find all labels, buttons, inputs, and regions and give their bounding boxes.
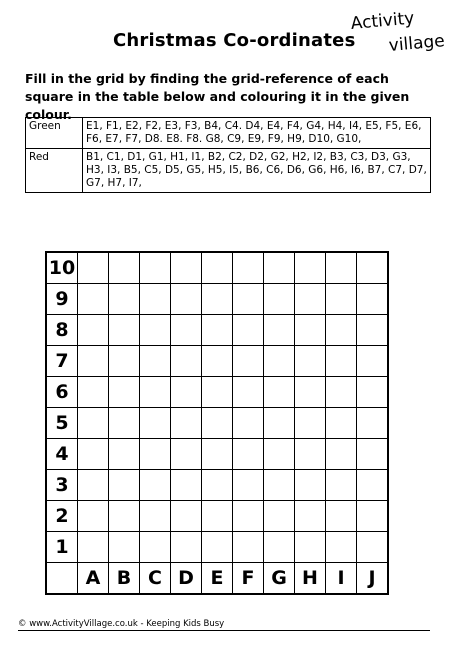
grid-cell[interactable]: [171, 408, 202, 439]
grid-row: [46, 284, 388, 315]
column-label: B: [109, 563, 140, 595]
footer-divider: [18, 630, 430, 631]
row-label: 10: [46, 252, 78, 284]
grid-row: [46, 470, 388, 501]
corner-cell: [46, 563, 78, 595]
grid-cell[interactable]: [233, 315, 264, 346]
row-label: 9: [46, 284, 78, 315]
activity-village-logo: [350, 8, 450, 64]
row-label: 8: [46, 315, 78, 346]
grid-cell[interactable]: [109, 346, 140, 377]
grid-cell[interactable]: [295, 284, 326, 315]
clue-row-red: [26, 149, 431, 193]
grid-cell[interactable]: [295, 252, 326, 284]
grid-cell[interactable]: [295, 408, 326, 439]
grid-cell[interactable]: [202, 315, 233, 346]
row-label: 7: [46, 346, 78, 377]
grid-cell[interactable]: [171, 377, 202, 408]
grid-row: [46, 315, 388, 346]
grid-cell[interactable]: [233, 470, 264, 501]
grid-cell[interactable]: [202, 532, 233, 563]
grid-row: [46, 532, 388, 563]
grid-cell[interactable]: [171, 501, 202, 532]
grid-cell[interactable]: [326, 377, 357, 408]
grid-cell[interactable]: [326, 439, 357, 470]
grid-cell[interactable]: [357, 408, 389, 439]
grid-cell[interactable]: [295, 346, 326, 377]
grid-cell[interactable]: [357, 470, 389, 501]
grid-cell[interactable]: [233, 408, 264, 439]
grid-cell[interactable]: [233, 252, 264, 284]
grid-cell[interactable]: [264, 501, 295, 532]
grid-cell[interactable]: [264, 470, 295, 501]
grid-cell[interactable]: [109, 408, 140, 439]
grid-cell[interactable]: [357, 284, 389, 315]
grid-cell[interactable]: [171, 315, 202, 346]
grid-cell[interactable]: [109, 439, 140, 470]
grid-cell[interactable]: [202, 377, 233, 408]
grid-cell[interactable]: [140, 252, 171, 284]
row-label: 2: [46, 501, 78, 532]
grid-cell[interactable]: [264, 284, 295, 315]
grid-cell[interactable]: [78, 439, 109, 470]
row-label: 5: [46, 408, 78, 439]
footer-copyright: © www.ActivityVillage.co.uk - Keeping Kids Busy: [18, 619, 225, 629]
instructions: Fill in the grid by finding the grid-reference of each square in the table below and colouring it in the given colour.: [25, 71, 410, 122]
grid-cell[interactable]: [264, 377, 295, 408]
grid-cell[interactable]: [202, 252, 233, 284]
clue-row-green: [26, 118, 431, 149]
grid-cell[interactable]: [326, 408, 357, 439]
grid-cell[interactable]: [326, 346, 357, 377]
grid-cell[interactable]: [326, 501, 357, 532]
logo-line-1: Activity: [350, 8, 416, 34]
column-label: E: [202, 563, 233, 595]
grid-cell[interactable]: [264, 346, 295, 377]
grid-cell[interactable]: [140, 501, 171, 532]
grid-cell[interactable]: [326, 470, 357, 501]
grid-cell[interactable]: [140, 439, 171, 470]
page-title: Christmas Co-ordinates: [113, 30, 356, 51]
grid-cell[interactable]: [78, 470, 109, 501]
grid-cell[interactable]: [109, 377, 140, 408]
grid-cell[interactable]: [357, 377, 389, 408]
grid-cell[interactable]: [233, 284, 264, 315]
grid-cell[interactable]: [140, 315, 171, 346]
column-label: G: [264, 563, 295, 595]
row-label: 6: [46, 377, 78, 408]
grid-cell[interactable]: [357, 439, 389, 470]
column-label: C: [140, 563, 171, 595]
row-label: 4: [46, 439, 78, 470]
grid-cell[interactable]: [109, 532, 140, 563]
grid-cell[interactable]: [140, 377, 171, 408]
grid-cell[interactable]: [109, 284, 140, 315]
grid-cell[interactable]: [357, 315, 389, 346]
column-label: J: [357, 563, 389, 595]
grid-cell[interactable]: [233, 439, 264, 470]
grid-row: [46, 346, 388, 377]
grid-cell[interactable]: [357, 501, 389, 532]
grid-cell[interactable]: [78, 284, 109, 315]
grid-cell[interactable]: [233, 532, 264, 563]
grid-cell[interactable]: [295, 377, 326, 408]
grid-cell[interactable]: [295, 501, 326, 532]
column-label: I: [326, 563, 357, 595]
grid-row: [46, 252, 388, 284]
grid-cell[interactable]: [295, 439, 326, 470]
grid-cell[interactable]: [264, 532, 295, 563]
grid-cell[interactable]: [202, 346, 233, 377]
column-label-row: [46, 563, 388, 595]
grid-cell[interactable]: [109, 470, 140, 501]
grid-cell[interactable]: [171, 470, 202, 501]
clue-references: E1, F1, E2, F2, E3, F3, B4, C4. D4, E4, F4, G4, H4, I4, E5, F5, E6, F6, E7, F7, D8. E8. F8. G8, C9, E9, F9, H9, D10, G10,: [83, 118, 431, 149]
grid-cell[interactable]: [233, 377, 264, 408]
grid-cell[interactable]: [326, 532, 357, 563]
column-label: A: [78, 563, 109, 595]
grid-row: [46, 408, 388, 439]
grid-cell[interactable]: [140, 408, 171, 439]
grid-cell[interactable]: [357, 252, 389, 284]
column-label: H: [295, 563, 326, 595]
grid-cell[interactable]: [326, 315, 357, 346]
grid-table: [45, 251, 389, 595]
grid-row: [46, 501, 388, 532]
logo-line-2: village: [388, 31, 446, 56]
grid-cell[interactable]: [109, 252, 140, 284]
row-label: 1: [46, 532, 78, 563]
coordinate-grid: [45, 251, 389, 595]
grid-cell[interactable]: [78, 377, 109, 408]
grid-cell[interactable]: [171, 284, 202, 315]
grid-cell[interactable]: [140, 284, 171, 315]
clue-colour-label: Red: [26, 149, 83, 193]
grid-cell[interactable]: [264, 315, 295, 346]
grid-cell[interactable]: [140, 346, 171, 377]
grid-cell[interactable]: [78, 346, 109, 377]
column-label: F: [233, 563, 264, 595]
clue-table: [25, 117, 431, 193]
clue-references: B1, C1, D1, G1, H1, I1, B2, C2, D2, G2, H2, I2, B3, C3, D3, G3, H3, I3, B5, C5, D5, G5, H5, I5, B6, C6, D6, G6, H6, I6, B7, C7, D7, G7, H7, I7,: [83, 149, 431, 193]
grid-cell[interactable]: [171, 439, 202, 470]
grid-cell[interactable]: [109, 315, 140, 346]
grid-cell[interactable]: [140, 532, 171, 563]
grid-row: [46, 377, 388, 408]
clue-colour-label: Green: [26, 118, 83, 149]
grid-cell[interactable]: [357, 346, 389, 377]
grid-cell[interactable]: [202, 439, 233, 470]
column-label: D: [171, 563, 202, 595]
grid-cell[interactable]: [264, 439, 295, 470]
grid-cell[interactable]: [171, 252, 202, 284]
grid-cell[interactable]: [357, 532, 389, 563]
grid-cell[interactable]: [109, 501, 140, 532]
grid-row: [46, 439, 388, 470]
grid-cell[interactable]: [326, 252, 357, 284]
grid-cell[interactable]: [78, 501, 109, 532]
grid-cell[interactable]: [171, 346, 202, 377]
grid-cell[interactable]: [78, 532, 109, 563]
grid-cell[interactable]: [295, 315, 326, 346]
grid-cell[interactable]: [326, 284, 357, 315]
grid-cell[interactable]: [295, 532, 326, 563]
grid-cell[interactable]: [264, 408, 295, 439]
grid-cell[interactable]: [233, 346, 264, 377]
grid-cell[interactable]: [202, 284, 233, 315]
grid-cell[interactable]: [295, 470, 326, 501]
row-label: 3: [46, 470, 78, 501]
grid-cell[interactable]: [264, 252, 295, 284]
grid-cell[interactable]: [78, 408, 109, 439]
grid-cell[interactable]: [140, 470, 171, 501]
grid-cell[interactable]: [171, 532, 202, 563]
grid-cell[interactable]: [78, 252, 109, 284]
grid-cell[interactable]: [202, 470, 233, 501]
grid-cell[interactable]: [233, 501, 264, 532]
grid-cell[interactable]: [202, 501, 233, 532]
grid-cell[interactable]: [202, 408, 233, 439]
grid-cell[interactable]: [78, 315, 109, 346]
